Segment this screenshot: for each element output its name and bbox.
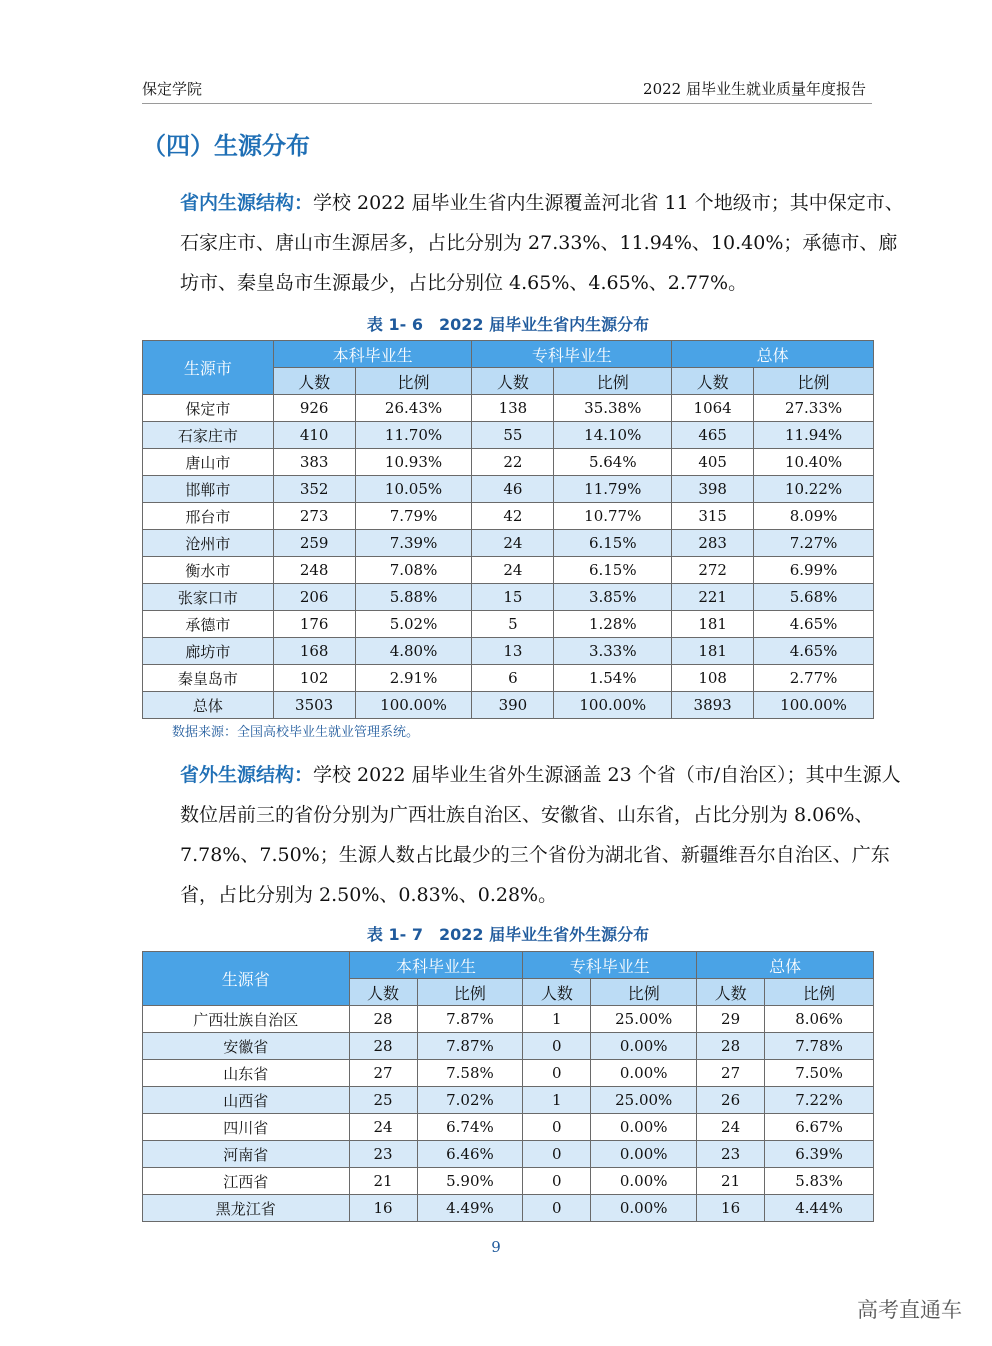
sub-header: 人数: [472, 368, 554, 395]
table-cell: 6.39%: [765, 1141, 874, 1168]
table-row: [143, 611, 874, 638]
table-row: [143, 1060, 874, 1087]
table-cell: 259: [273, 530, 355, 557]
table-cell: 168: [273, 638, 355, 665]
table-cell: 1: [523, 1087, 591, 1114]
table-cell: 283: [672, 530, 754, 557]
table-cell: 7.08%: [355, 557, 472, 584]
table-cell: 3.33%: [554, 638, 672, 665]
table-row: [143, 1006, 874, 1033]
table-cell: 7.87%: [417, 1006, 523, 1033]
table-cell: 16: [349, 1195, 417, 1222]
table-cell: 100.00%: [554, 692, 672, 719]
table-cell: 272: [672, 557, 754, 584]
table-row: [143, 692, 874, 719]
table-cell: 0.00%: [591, 1141, 697, 1168]
table-cell: 24: [697, 1114, 765, 1141]
group-header: 本科毕业生: [349, 952, 523, 979]
table-row: [143, 422, 874, 449]
row-label-cell: 保定市: [143, 395, 274, 422]
table-cell: 4.49%: [417, 1195, 523, 1222]
table-cell: 24: [472, 557, 554, 584]
table-cell: 26.43%: [355, 395, 472, 422]
table-cell: 21: [697, 1168, 765, 1195]
row-label-cell: 总体: [143, 692, 274, 719]
table-cell: 3503: [273, 692, 355, 719]
table-cell: 405: [672, 449, 754, 476]
table-cell: 4.65%: [754, 638, 874, 665]
header-report-title: 2022 届毕业生就业质量年度报告: [643, 80, 866, 98]
table-cell: 8.09%: [754, 503, 874, 530]
table-row: [143, 476, 874, 503]
sub-header: 比例: [754, 368, 874, 395]
table-cell: 5.64%: [554, 449, 672, 476]
row-label-cell: 张家口市: [143, 584, 274, 611]
paragraph-lead: 省内生源结构：: [180, 192, 314, 214]
paragraph-out-province: [142, 755, 916, 915]
table-cell: 315: [672, 503, 754, 530]
table-cell: 206: [273, 584, 355, 611]
table-cell: 11.94%: [754, 422, 874, 449]
group-header: 本科毕业生: [273, 341, 472, 368]
table-cell: 221: [672, 584, 754, 611]
table-row: [143, 395, 874, 422]
in-province-table: [142, 340, 874, 719]
table-row: [143, 449, 874, 476]
table-cell: 7.22%: [765, 1087, 874, 1114]
table-row: [143, 665, 874, 692]
table-cell: 1.54%: [554, 665, 672, 692]
group-header: 总体: [697, 952, 874, 979]
table-cell: 8.06%: [765, 1006, 874, 1033]
table-cell: 398: [672, 476, 754, 503]
table-row: [143, 1114, 874, 1141]
table-cell: 7.87%: [417, 1033, 523, 1060]
paragraph-in-province: [142, 183, 916, 303]
table-cell: 28: [349, 1006, 417, 1033]
header-school-name: 保定学院: [142, 80, 203, 98]
table-cell: 28: [697, 1033, 765, 1060]
table-cell: 0.00%: [591, 1033, 697, 1060]
sub-header: 人数: [672, 368, 754, 395]
table-cell: 15: [472, 584, 554, 611]
table-cell: 410: [273, 422, 355, 449]
table-cell: 7.78%: [765, 1033, 874, 1060]
row-label-cell: 沧州市: [143, 530, 274, 557]
table-cell: 5: [472, 611, 554, 638]
data-source-note: 数据来源：全国高校毕业生就业管理系统。: [172, 725, 420, 740]
table-cell: 4.80%: [355, 638, 472, 665]
table-cell: 6.74%: [417, 1114, 523, 1141]
table-cell: 248: [273, 557, 355, 584]
table-cell: 7.58%: [417, 1060, 523, 1087]
sub-header: 比例: [591, 979, 697, 1006]
table-cell: 23: [349, 1141, 417, 1168]
table-cell: 5.88%: [355, 584, 472, 611]
table-cell: 1.28%: [554, 611, 672, 638]
table-cell: 26: [697, 1087, 765, 1114]
table-cell: 14.10%: [554, 422, 672, 449]
table-cell: 1: [523, 1006, 591, 1033]
table-row: [143, 530, 874, 557]
table-cell: 1064: [672, 395, 754, 422]
table-cell: 21: [349, 1168, 417, 1195]
table-row: [143, 503, 874, 530]
table-cell: 25.00%: [591, 1006, 697, 1033]
table-cell: 6.67%: [765, 1114, 874, 1141]
table-cell: 7.02%: [417, 1087, 523, 1114]
table-cell: 5.90%: [417, 1168, 523, 1195]
table-cell: 5.02%: [355, 611, 472, 638]
row-label-cell: 黑龙江省: [143, 1195, 350, 1222]
table-cell: 10.77%: [554, 503, 672, 530]
table-row: [143, 638, 874, 665]
table-cell: 24: [472, 530, 554, 557]
table-cell: 352: [273, 476, 355, 503]
section-title: （四）生源分布: [142, 132, 310, 160]
table-cell: 27.33%: [754, 395, 874, 422]
table-cell: 100.00%: [754, 692, 874, 719]
table-cell: 108: [672, 665, 754, 692]
group-header: 总体: [672, 341, 874, 368]
sub-header: 比例: [355, 368, 472, 395]
table-cell: 25.00%: [591, 1087, 697, 1114]
table-cell: 13: [472, 638, 554, 665]
table-cell: 6.99%: [754, 557, 874, 584]
table-cell: 6.46%: [417, 1141, 523, 1168]
table-cell: 10.93%: [355, 449, 472, 476]
table-cell: 0: [523, 1195, 591, 1222]
table-cell: 7.50%: [765, 1060, 874, 1087]
table-cell: 28: [349, 1033, 417, 1060]
table-cell: 3.85%: [554, 584, 672, 611]
watermark: 高考直通车: [857, 1298, 962, 1322]
table-cell: 29: [697, 1006, 765, 1033]
table-cell: 25: [349, 1087, 417, 1114]
table-cell: 926: [273, 395, 355, 422]
row-label-cell: 唐山市: [143, 449, 274, 476]
table-cell: 181: [672, 611, 754, 638]
sub-header: 比例: [417, 979, 523, 1006]
table-cell: 4.65%: [754, 611, 874, 638]
out-province-table: [142, 951, 874, 1222]
table-cell: 35.38%: [554, 395, 672, 422]
table-cell: 7.39%: [355, 530, 472, 557]
table-cell: 4.44%: [765, 1195, 874, 1222]
row-label-cell: 衡水市: [143, 557, 274, 584]
table-cell: 138: [472, 395, 554, 422]
table-row: [143, 557, 874, 584]
sub-header: 比例: [765, 979, 874, 1006]
table-cell: 0: [523, 1141, 591, 1168]
table-cell: 100.00%: [355, 692, 472, 719]
row-label-cell: 秦皇岛市: [143, 665, 274, 692]
row-label-cell: 安徽省: [143, 1033, 350, 1060]
table-cell: 0: [523, 1060, 591, 1087]
table-cell: 10.05%: [355, 476, 472, 503]
table-caption: 表 1- 6 2022 届毕业生省内生源分布: [366, 315, 650, 334]
table-cell: 0: [523, 1114, 591, 1141]
table-cell: 0.00%: [591, 1060, 697, 1087]
row-label-cell: 四川省: [143, 1114, 350, 1141]
table-cell: 11.70%: [355, 422, 472, 449]
page-number: 9: [491, 1238, 501, 1256]
table-cell: 6.15%: [554, 557, 672, 584]
sub-header: 人数: [523, 979, 591, 1006]
table-cell: 23: [697, 1141, 765, 1168]
table-cell: 10.22%: [754, 476, 874, 503]
table-row: [143, 1141, 874, 1168]
table-cell: 181: [672, 638, 754, 665]
paragraph-lead: 省外生源结构：: [180, 764, 314, 786]
paragraph-text: 学校 2022 届毕业生省外生源涵盖 23 个省（市/自治区）；其中生源人数位居前三的省份分别为广西壮族自治区、安徽省、山东省，占比分别为 8.06%、7.78%、7.50%；生源人数占比最少的三个省份为湖北省、新疆维吾尔自治区、广东省，占比分别为 2.50%、0.83%、0.28%。: [180, 764, 901, 906]
table-cell: 465: [672, 422, 754, 449]
table-cell: 2.77%: [754, 665, 874, 692]
sub-header: 比例: [554, 368, 672, 395]
row-label-cell: 山东省: [143, 1060, 350, 1087]
table-cell: 102: [273, 665, 355, 692]
table-cell: 55: [472, 422, 554, 449]
group-header: 专科毕业生: [472, 341, 672, 368]
table-cell: 0: [523, 1168, 591, 1195]
paragraph-text: 学校 2022 届毕业生省内生源覆盖河北省 11 个地级市；其中保定市、石家庄市、唐山市生源居多，占比分别为 27.33%、11.94%、10.40%；承德市、廊坊市、秦皇岛市生源最少，占比分别位 4.65%、4.65%、2.77%。: [180, 192, 904, 294]
table-row: [143, 584, 874, 611]
table-cell: 176: [273, 611, 355, 638]
table-row: [143, 1195, 874, 1222]
table-row: [143, 1087, 874, 1114]
table-cell: 46: [472, 476, 554, 503]
header-divider: [142, 103, 872, 104]
table-cell: 273: [273, 503, 355, 530]
row-label-cell: 广西壮族自治区: [143, 1006, 350, 1033]
table-cell: 10.40%: [754, 449, 874, 476]
table-cell: 42: [472, 503, 554, 530]
table-cell: 24: [349, 1114, 417, 1141]
table-cell: 0.00%: [591, 1195, 697, 1222]
row-label-cell: 石家庄市: [143, 422, 274, 449]
table-cell: 383: [273, 449, 355, 476]
table-cell: 22: [472, 449, 554, 476]
sub-header: 人数: [697, 979, 765, 1006]
column-header: 生源省: [143, 952, 350, 1006]
table-cell: 2.91%: [355, 665, 472, 692]
sub-header: 人数: [349, 979, 417, 1006]
table-cell: 7.27%: [754, 530, 874, 557]
row-label-cell: 邯郸市: [143, 476, 274, 503]
table-cell: 6: [472, 665, 554, 692]
table-cell: 11.79%: [554, 476, 672, 503]
table-cell: 3893: [672, 692, 754, 719]
row-label-cell: 山西省: [143, 1087, 350, 1114]
column-header: 生源市: [143, 341, 274, 395]
row-label-cell: 河南省: [143, 1141, 350, 1168]
table-cell: 27: [697, 1060, 765, 1087]
table-cell: 0.00%: [591, 1168, 697, 1195]
table-row: [143, 1033, 874, 1060]
sub-header: 人数: [273, 368, 355, 395]
table-caption: 表 1- 7 2022 届毕业生省外生源分布: [366, 925, 650, 944]
row-label-cell: 江西省: [143, 1168, 350, 1195]
row-label-cell: 邢台市: [143, 503, 274, 530]
table-cell: 5.68%: [754, 584, 874, 611]
table-cell: 390: [472, 692, 554, 719]
table-cell: 5.83%: [765, 1168, 874, 1195]
table-cell: 0: [523, 1033, 591, 1060]
row-label-cell: 廊坊市: [143, 638, 274, 665]
table-cell: 27: [349, 1060, 417, 1087]
table-cell: 16: [697, 1195, 765, 1222]
table-cell: 0.00%: [591, 1114, 697, 1141]
row-label-cell: 承德市: [143, 611, 274, 638]
group-header: 专科毕业生: [523, 952, 697, 979]
table-cell: 6.15%: [554, 530, 672, 557]
table-row: [143, 1168, 874, 1195]
table-cell: 7.79%: [355, 503, 472, 530]
